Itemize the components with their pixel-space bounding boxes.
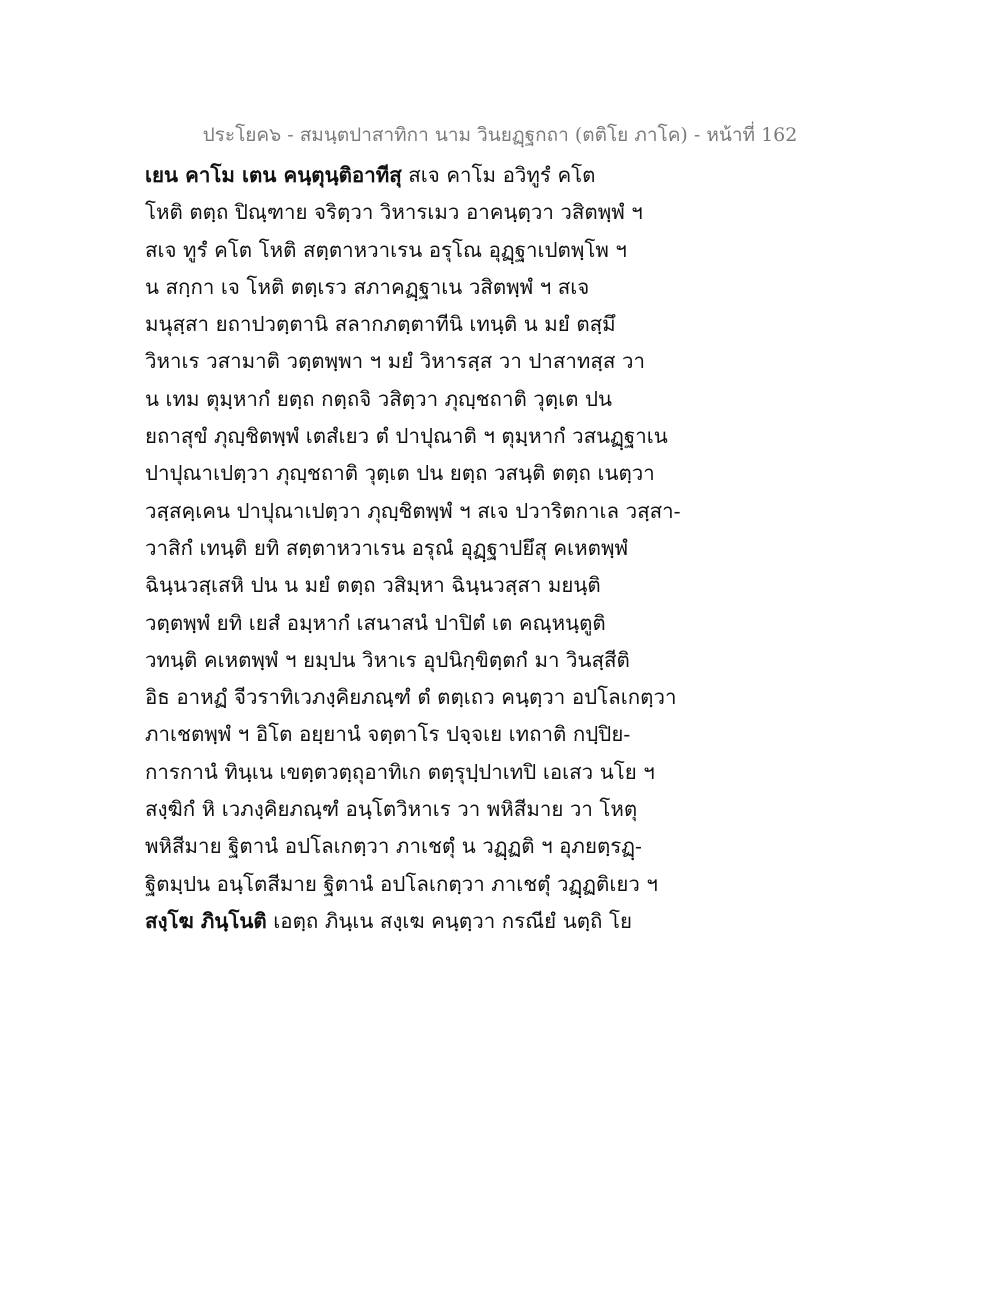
text-line: [145, 791, 705, 828]
text-line: [145, 605, 705, 642]
line-text: มนุสฺสา ยถาปวตฺตานิ สลากภตฺตาทีนิ เทนฺติ น มยํ ตสฺมึ: [145, 312, 616, 337]
text-line: [145, 455, 705, 492]
text-line: [145, 306, 705, 343]
text-line: [145, 343, 705, 380]
body-text: [145, 157, 705, 940]
line-text: เอตฺถ ภินฺเน สงฺเฆ คนฺตฺวา กรณียํ นตฺถิ โย: [266, 908, 632, 933]
text-line: [145, 194, 705, 231]
line-text: น สกฺกา เจ โหติ ตตฺเรว สภาคฏฺฐาเน วสิตพฺพํ ฯ สเจ: [145, 274, 590, 299]
running-header: ประโยค๖ - สมนฺตปาสาทิกา นาม วินยฏฺฐกถา (ตติโย ภาโค) - หน้าที่ 162: [202, 124, 798, 146]
line-text: สงฺฆิกํ หิ เวภงฺคิยภณฺฑํ อนฺโตวิหาเร วา พหิสีมาย วา โหตุ: [145, 797, 638, 822]
text-line: [145, 157, 705, 194]
text-line: [145, 716, 705, 753]
line-text: ยถาสุขํ ภุญฺชิตพฺพํ เตสํเยว ตํ ปาปุณาติ ฯ ตุมฺหากํ วสนฏฺฐาเน: [145, 424, 668, 449]
line-text: น เทม ตุมฺหากํ ยตฺถ กตฺถจิ วสิตฺวา ภุญฺชถาติ วุตฺเต ปน: [145, 386, 612, 411]
text-line: [145, 866, 705, 903]
line-text: สเจ ทูรํ คโต โหติ สตฺตาหวาเรน อรุโณ อุฏฺฐาเปตพฺโพ ฯ: [145, 237, 627, 262]
line-text: อิธ อาหฏํ จีวราทิเวภงฺคิยภณฺฑํ ตํ ตตฺเถว คนฺตฺวา อปโลเกตฺวา: [145, 685, 677, 710]
line-text: ภาเชตพฺพํ ฯ อิโต อยฺยานํ จตฺตาโร ปจฺจเย เทถาติ กปฺปิย-: [145, 722, 631, 747]
bold-lemma: สงฺโฆ ภินฺโนติ: [145, 908, 267, 933]
text-line: [145, 381, 705, 418]
line-text: วสฺสคฺเคน ปาปุณาเปตฺวา ภุญฺชิตพฺพํ ฯ สเจ ปวาริตกาเล วสฺสา-: [145, 498, 681, 523]
line-text: โหติ ตตฺถ ปิณฺฑาย จริตฺวา วิหารเมว อาคนฺตฺวา วสิตพฺพํ ฯ: [145, 200, 643, 225]
text-line: [145, 269, 705, 306]
text-line: [145, 903, 705, 940]
line-text: วทนฺติ คเหตพฺพํ ฯ ยมฺปน วิหาเร อุปนิกฺขิตฺตกํ มา วินสฺสีติ: [145, 647, 630, 672]
line-text: ฐิตมฺปน อนฺโตสีมาย ฐิตานํ อปโลเกตฺวา ภาเชตุํ วฏฺฏติเยว ฯ: [145, 871, 658, 896]
text-line: [145, 642, 705, 679]
text-line: [145, 530, 705, 567]
line-text: วิหาเร วสามาติ วตฺตพฺพา ฯ มยํ วิหารสฺส วา ปาสาทสฺส วา: [145, 349, 645, 374]
line-text: การกานํ ทินฺเน เขตฺตวตฺถุอาทิเก ตตฺรุปฺปาเทปิ เอเสว นโย ฯ: [145, 759, 655, 784]
text-line: [145, 232, 705, 269]
text-line: [145, 679, 705, 716]
text-line: [145, 493, 705, 530]
line-text: ปาปุณาเปตฺวา ภุญฺชถาติ วุตฺเต ปน ยตฺถ วสนฺติ ตตฺถ เนตฺวา: [145, 461, 655, 486]
text-line: [145, 754, 705, 791]
text-line: [145, 828, 705, 865]
line-text: พหิสีมาย ฐิตานํ อปโลเกตฺวา ภาเชตุํ น วฏฺฏติ ฯ อุภยตฺรฏฺ-: [145, 834, 642, 859]
line-text: สเจ คาโม อวิทูรํ คโต: [401, 163, 596, 187]
line-text: วตฺตพฺพํ ยทิ เยสํ อมฺหากํ เสนาสนํ ปาปิตํ เต คณฺหนฺตูติ: [145, 610, 606, 635]
text-line: [145, 567, 705, 604]
text-line: [145, 418, 705, 455]
line-text: ฉินฺนวสฺเสหิ ปน น มยํ ตตฺถ วสิมฺหา ฉินฺนวสฺสา มยนฺติ: [145, 573, 601, 598]
bold-lemma: เยน คาโม เตน คนฺตุนฺติอาทีสุ: [145, 163, 402, 187]
line-text: วาสิกํ เทนฺติ ยทิ สตฺตาหวาเรน อรุณํ อุฏฺฐาปยึสุ คเหตพฺพํ: [145, 535, 628, 560]
